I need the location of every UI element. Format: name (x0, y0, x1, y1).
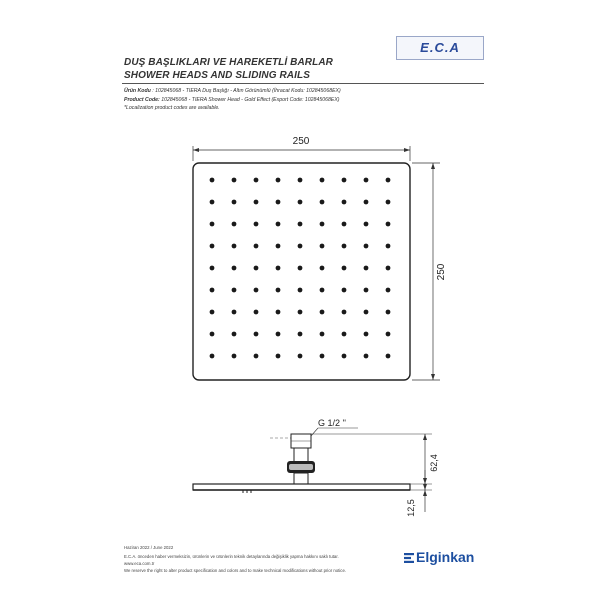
nozzle-dot (320, 200, 325, 205)
nozzle-dot (342, 288, 347, 293)
nozzle-dot (364, 266, 369, 271)
nozzle-dot (320, 310, 325, 315)
side-view (193, 418, 439, 517)
nozzle-dot (210, 354, 215, 359)
nozzle-dot (364, 310, 369, 315)
nozzle-dot (298, 222, 303, 227)
nozzle-dot (254, 222, 259, 227)
elginkan-brand (404, 549, 474, 565)
nozzle-dot (210, 200, 215, 205)
thickness-label: 12,5 (406, 499, 416, 517)
title-english: SHOWER HEADS AND SLIDING RAILS (124, 70, 310, 81)
top-width-dimension (193, 136, 410, 161)
nozzle-dot (386, 310, 391, 315)
footer-date: Haziran 2022 / June 2022 (124, 545, 174, 550)
nozzle-dot (276, 332, 281, 337)
nozzle-dot (254, 266, 259, 271)
top-height-label: 250 (436, 263, 447, 281)
nozzle-dot (232, 310, 237, 315)
eca-logo-text: E.C.A (420, 40, 460, 55)
nozzle-dot (210, 288, 215, 293)
nozzle-dot (342, 244, 347, 249)
nozzle-dot (254, 332, 259, 337)
nozzle-dot (320, 332, 325, 337)
nozzle-dot (364, 288, 369, 293)
nozzle-dot (232, 332, 237, 337)
nozzle-dot (320, 178, 325, 183)
nozzle-dot (386, 222, 391, 227)
nozzle-dot (210, 178, 215, 183)
nozzle-dot (364, 244, 369, 249)
nozzle-dot (342, 200, 347, 205)
nozzle-dot (232, 178, 237, 183)
nozzle-dot (386, 266, 391, 271)
plate-side (193, 484, 410, 490)
nozzle-dot (276, 200, 281, 205)
nozzle-dot (386, 288, 391, 293)
nozzle-dot (276, 222, 281, 227)
nozzle-dot (276, 288, 281, 293)
nozzle-dot (386, 332, 391, 337)
thread-label: G 1/2 '' (318, 418, 346, 428)
nozzle-dot (254, 354, 259, 359)
nozzle-dot (232, 222, 237, 227)
nozzle-dot (320, 266, 325, 271)
nozzle-dot (364, 200, 369, 205)
height-62-label: 62,4 (429, 454, 439, 472)
product-code-label-en: Product Code: (124, 97, 160, 103)
nozzle-dot (298, 178, 303, 183)
nozzle-dot (210, 244, 215, 249)
nozzle-dot (298, 310, 303, 315)
title-turkish: DUŞ BAŞLIKLARI VE HAREKETLİ BARLAR (124, 57, 333, 68)
product-code-label-tr: Ürün Kodu (124, 88, 151, 94)
nozzle-dot (232, 354, 237, 359)
nozzle-dot (342, 266, 347, 271)
nozzle-dot (342, 310, 347, 315)
top-width-label: 250 (292, 136, 310, 147)
elginkan-mark-icon (404, 553, 414, 563)
shower-head-plate (193, 163, 410, 380)
footer-website[interactable]: www.eca.com.tr (124, 561, 155, 566)
nozzle-dot (320, 244, 325, 249)
nozzle-dot (210, 222, 215, 227)
nozzle-dot (364, 332, 369, 337)
nozzle-dot (320, 222, 325, 227)
nozzle-dot (386, 200, 391, 205)
nozzle-dot (232, 266, 237, 271)
nozzle-dot (364, 222, 369, 227)
nozzle-dot (276, 354, 281, 359)
nozzle-dot (298, 332, 303, 337)
nozzle-dot (320, 354, 325, 359)
nozzle-dot (254, 310, 259, 315)
nozzle-dot (232, 244, 237, 249)
nozzle-dot (342, 354, 347, 359)
nozzle-dot (210, 332, 215, 337)
product-code-value-en: 102845068 - TIERA Shower Head - Gold Effect (Export Code: 102845068EX) (161, 97, 340, 103)
nozzle-dot (386, 354, 391, 359)
nozzle-dot (320, 288, 325, 293)
top-height-dimension (412, 163, 447, 380)
nozzle-dot (298, 288, 303, 293)
nozzle-dot (254, 200, 259, 205)
nozzle-dot (342, 178, 347, 183)
nozzle-dot (298, 244, 303, 249)
nozzle-dot (386, 178, 391, 183)
nozzle-dot (210, 310, 215, 315)
nozzle-grid (210, 178, 391, 359)
nozzle-dot (276, 266, 281, 271)
nozzle-dot (364, 178, 369, 183)
nozzle-dot (342, 332, 347, 337)
product-code-value-tr: : 102845068 - TIERA Duş Başlığı - Altın Görünümlü (İhracat Kodu: 102845068EX) (152, 88, 341, 94)
footer-notice-tr: E.C.A. önceden haber vermeksizin, ürünlerin ve ürünlerin teknik detaylarında değişiklik yapma hakkını saklı tutar. (124, 554, 339, 559)
nozzle-dot (276, 310, 281, 315)
nozzle-dot (298, 354, 303, 359)
elginkan-text: Elginkan (416, 549, 475, 565)
localization-note: *Localization product codes are available. (124, 105, 220, 111)
nozzle-dot (254, 244, 259, 249)
nozzle-dot (232, 288, 237, 293)
footer-notice-en: We reserve the right to alter product specification and colors and to make technical modifications without prior notice. (124, 568, 347, 573)
nozzle-dot (210, 266, 215, 271)
nozzle-dot (364, 354, 369, 359)
nozzle-dot (386, 244, 391, 249)
nozzle-dot (276, 244, 281, 249)
nozzle-dot (232, 200, 237, 205)
nozzle-dot (298, 200, 303, 205)
nozzle-dot (298, 266, 303, 271)
nozzle-dot (276, 178, 281, 183)
nozzle-dot (254, 178, 259, 183)
nozzle-dot (342, 222, 347, 227)
nozzle-dot (254, 288, 259, 293)
